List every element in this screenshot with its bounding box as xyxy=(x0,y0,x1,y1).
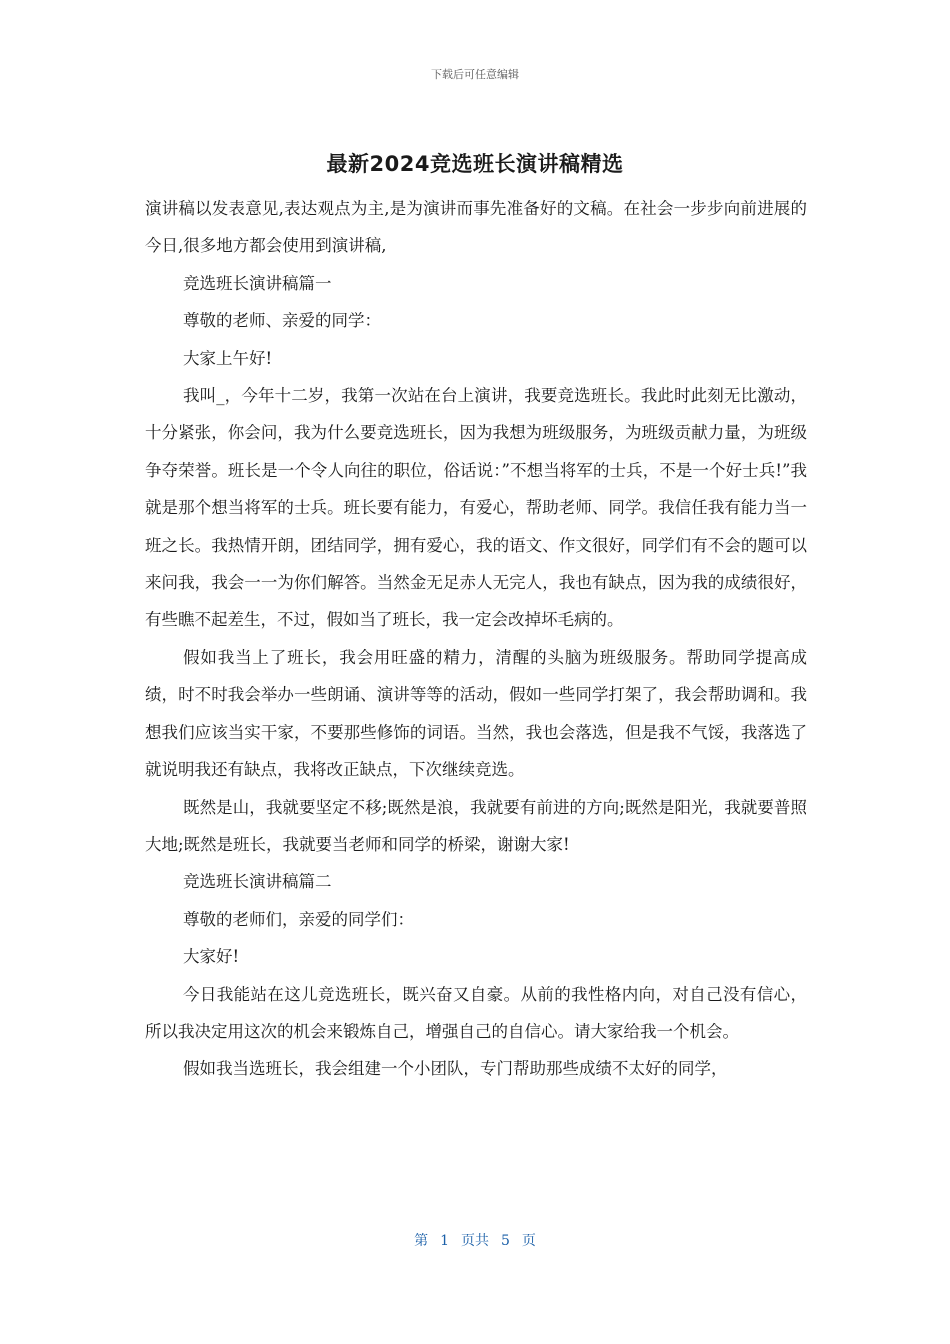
greeting: 大家上午好! xyxy=(183,348,273,368)
header-note: 下载后可任意编辑 xyxy=(431,68,519,81)
page-label-suffix: 页 xyxy=(521,1233,536,1249)
current-page-number: 1 xyxy=(440,1233,449,1249)
salutation: 尊敬的老师、亲爱的同学： xyxy=(183,311,381,331)
document-body xyxy=(145,190,807,1088)
paragraph: 假如我当上了班长，我会用旺盛的精力，清醒的头脑为班级服务。帮助同学提高成绩，时不时我会举办一些朗诵、演讲等等的活动，假如一些同学打架了，我会帮助调和。我想我们应该当实干家，不要那些修饰的词语。当然，我也会落选，但是我不气馁，我落选了就说明我还有缺点，我将改正缺点，下次继续竞选。 xyxy=(145,647,807,780)
paragraph: 我叫_，今年十二岁，我第一次站在台上演讲，我要竞选班长。我此时此刻无比激动，十分紧张，你会问，我为什么要竞选班长，因为我想为班级服务，为班级贡献力量，为班级争夺荣誉。班长是一个令人向往的职位，俗话说：”不想当将军的士兵，不是一个好士兵!”我就是那个想当将军的士兵。班长要有能力，有爱心，帮助老师、同学。我信任我有能力当一班之长。我热情开朗，团结同学，拥有爱心，我的语文、作文很好，同学们有不会的题可以来问我，我会一一为你们解答。当然金无足赤人无完人，我也有缺点，因为我的成绩很好，有些瞧不起差生，不过，假如当了班长，我一定会改掉坏毛病的。 xyxy=(145,386,807,630)
paragraph: 假如我当选班长，我会组建一个小团队，专门帮助那些成绩不太好的同学， xyxy=(183,1059,728,1079)
salutation: 尊敬的老师们，亲爱的同学们： xyxy=(183,909,414,929)
page-label-mid: 页共 xyxy=(461,1233,489,1249)
greeting: 大家好! xyxy=(183,947,240,967)
section-heading: 竞选班长演讲稿篇二 xyxy=(183,872,332,892)
page-label-prefix: 第 xyxy=(414,1233,429,1249)
page-footer xyxy=(0,1230,950,1250)
paragraph: 演讲稿以发表意见,表达观点为主,是为演讲而事先准备好的文稿。在社会一步步向前进展的今日,很多地方都会使用到演讲稿, xyxy=(145,199,807,256)
document-title: 最新2024竞选班长演讲稿精选 xyxy=(326,152,624,176)
paragraph: 既然是山，我就要坚定不移;既然是浪，我就要有前进的方向;既然是阳光，我就要普照大地;既然是班长，我就要当老师和同学的桥梁，谢谢大家! xyxy=(145,797,807,854)
paragraph: 今日我能站在这儿竞选班长，既兴奋又自豪。从前的我性格内向，对自己没有信心，所以我决定用这次的机会来锻炼自己，增强自己的自信心。请大家给我一个机会。 xyxy=(145,984,807,1041)
total-pages-number: 5 xyxy=(501,1233,510,1249)
section-heading: 竞选班长演讲稿篇一 xyxy=(183,273,332,293)
